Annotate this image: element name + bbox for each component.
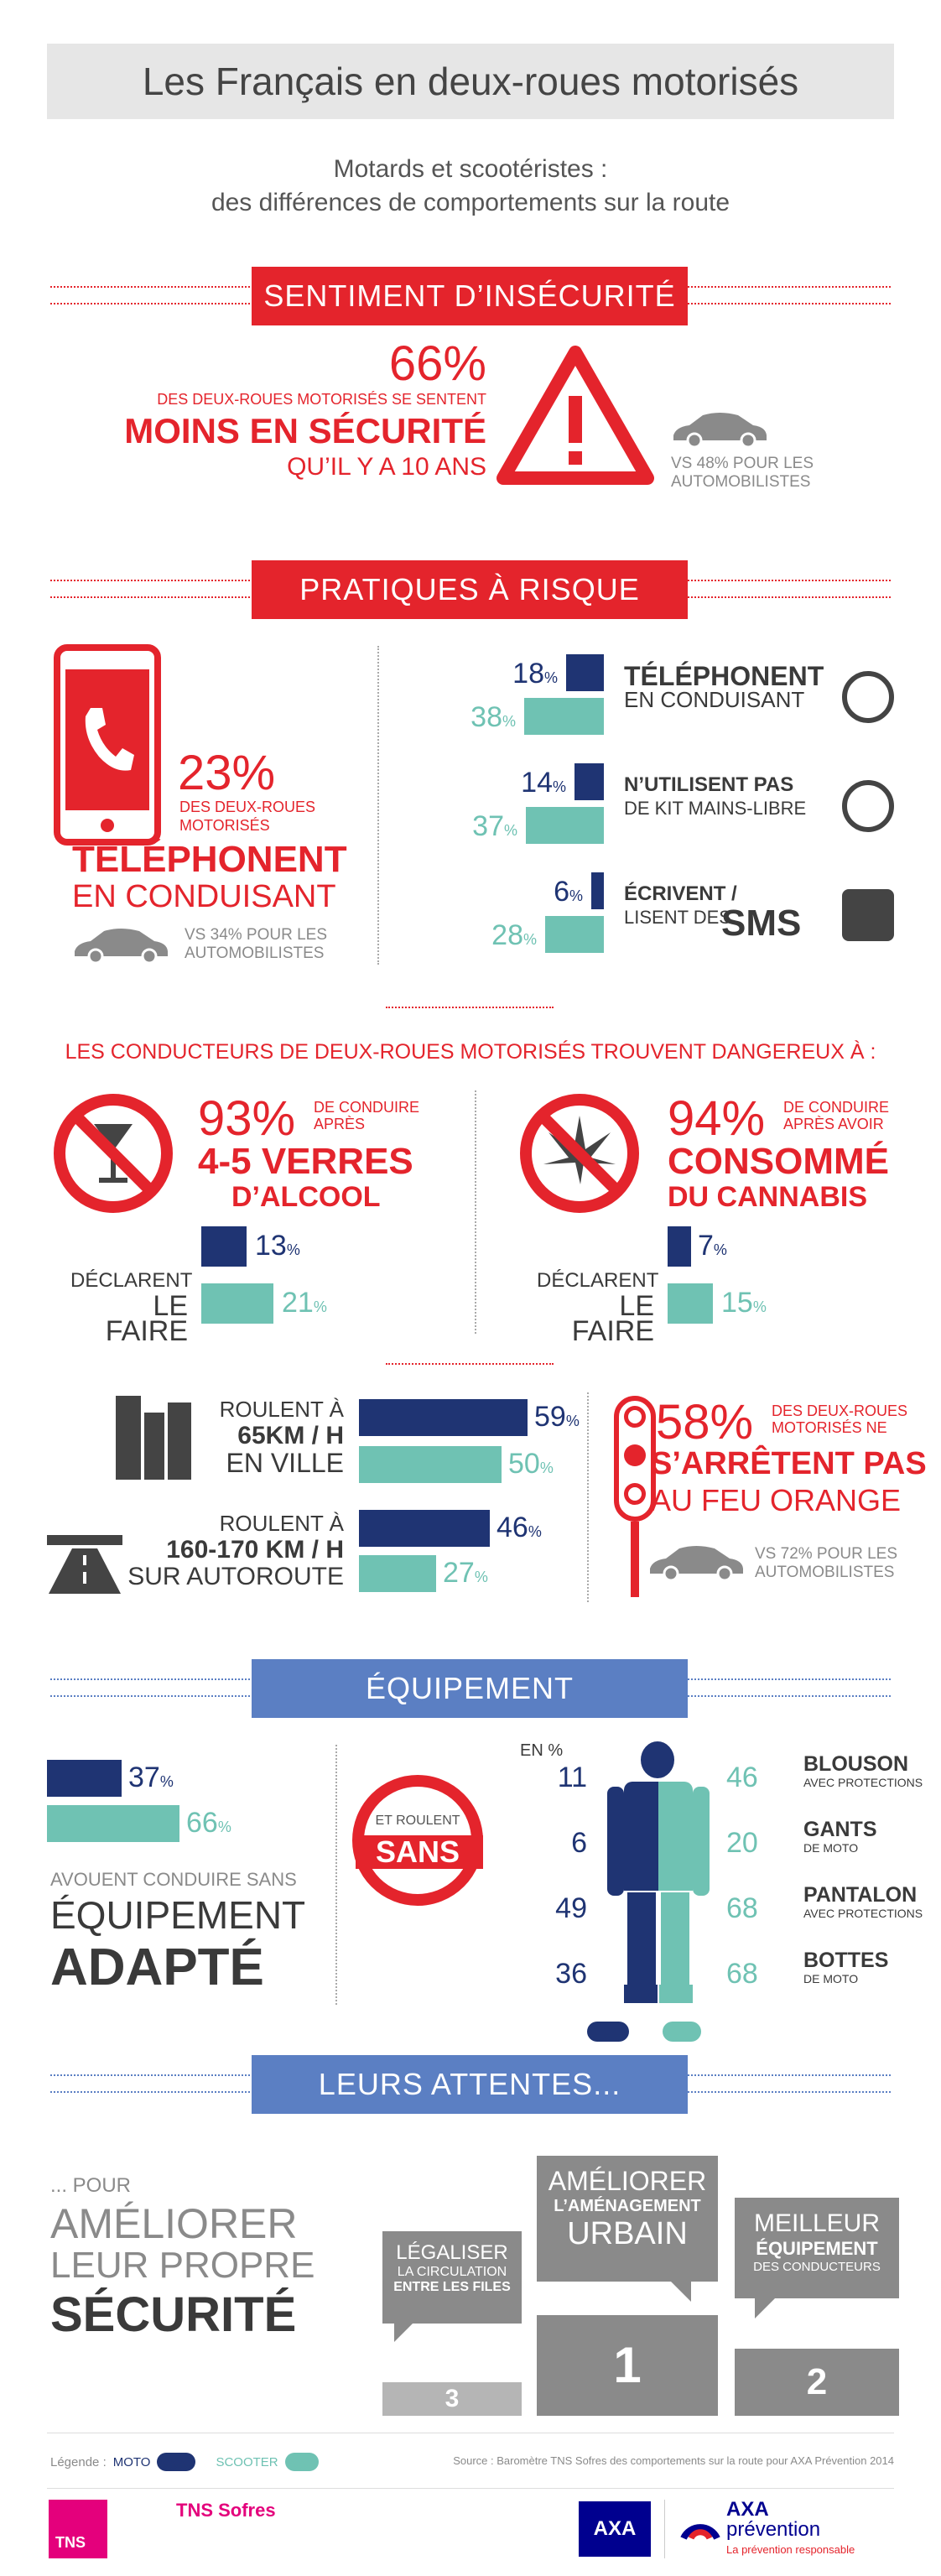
equipment-scooter-value: 68 bbox=[726, 1892, 758, 1924]
equipment-moto-value: 36 bbox=[555, 1958, 587, 1990]
cannabis-percent: 94% bbox=[668, 1091, 766, 1146]
car-comparison-line-1: VS 34% POUR LES bbox=[185, 926, 328, 944]
sign-line-1: ET ROULENT bbox=[375, 1814, 460, 1828]
car-comparison-3 bbox=[755, 1545, 897, 1582]
legend-label: Légende : bbox=[50, 2454, 107, 2469]
banner-label: PRATIQUES À RISQUE bbox=[299, 572, 640, 606]
percent-sign: % bbox=[313, 1298, 327, 1315]
car-comparison-line-2: AUTOMOBILISTES bbox=[671, 473, 811, 491]
scooter-value bbox=[411, 919, 537, 952]
value: 15 bbox=[721, 1287, 753, 1319]
cannabis-declare bbox=[537, 1268, 659, 1347]
alcohol-scooter-value bbox=[282, 1287, 327, 1319]
title-bar bbox=[47, 44, 894, 119]
page-title: Les Français en deux-roues motorisés bbox=[142, 60, 799, 103]
equipment-moto-bar bbox=[47, 1760, 122, 1797]
percent-sign: % bbox=[528, 1523, 542, 1540]
divider bbox=[664, 2500, 665, 2558]
subtitle-line-2: des différences de comportements sur la route bbox=[211, 189, 730, 216]
callout-amenagement bbox=[537, 2156, 718, 2282]
banner-insecurite bbox=[0, 267, 941, 325]
moto-icon bbox=[587, 2022, 629, 2042]
city-line-2: 65KM / H bbox=[237, 1422, 344, 1449]
moto-bar bbox=[591, 872, 604, 909]
value: 59 bbox=[534, 1401, 566, 1433]
divider bbox=[377, 646, 379, 965]
divider bbox=[587, 1392, 589, 1602]
stat-label bbox=[624, 882, 737, 929]
callout-line-2: ÉQUIPEMENT bbox=[756, 2238, 878, 2259]
axa-logo bbox=[579, 2501, 651, 2557]
subtitle-line-1: Motards et scootéristes : bbox=[333, 155, 608, 183]
scooter-icon bbox=[668, 1283, 713, 1324]
highway-moto-bar bbox=[359, 1510, 490, 1547]
banner-box bbox=[252, 267, 688, 325]
percent-sign: % bbox=[569, 887, 583, 904]
banner-label: ÉQUIPEMENT bbox=[365, 1671, 574, 1705]
warning-icon bbox=[496, 346, 654, 485]
stat-label-line-1: ÉCRIVENT / bbox=[624, 882, 737, 905]
callout-tail bbox=[394, 2324, 413, 2342]
axa-logo-text: AXA bbox=[593, 2517, 637, 2540]
stat-label bbox=[624, 661, 824, 712]
alcohol-percent: 93% bbox=[198, 1091, 296, 1146]
stat-label bbox=[624, 773, 806, 820]
percent-sign: % bbox=[543, 669, 558, 686]
highway-line-3: SUR AUTOROUTE bbox=[127, 1563, 344, 1590]
phone-line-1: DES DEUX-ROUES bbox=[179, 799, 316, 815]
equipment-scooter-value: 46 bbox=[726, 1762, 758, 1793]
highway-scooter-value bbox=[443, 1557, 488, 1590]
banner-label: SENTIMENT D’INSÉCURITÉ bbox=[263, 278, 676, 313]
footer-rule bbox=[47, 2488, 894, 2489]
scooter-icon bbox=[201, 1283, 273, 1324]
tns-sofres: TNS Sofres bbox=[176, 2500, 276, 2521]
percent-sign: % bbox=[217, 1819, 231, 1835]
equipment-scooter-bar bbox=[47, 1805, 179, 1842]
rank-1: 1 bbox=[537, 2315, 718, 2416]
city-line-3: EN VILLE bbox=[226, 1448, 344, 1478]
alcohol-small-1: DE CONDUIRE bbox=[314, 1099, 420, 1116]
no-alcohol-icon bbox=[50, 1090, 176, 1216]
rider-figure bbox=[604, 1741, 713, 2018]
equipment-detail: DE MOTO bbox=[803, 1972, 859, 1985]
value: 21 bbox=[282, 1287, 314, 1319]
city-moto-value bbox=[534, 1401, 580, 1434]
alcohol-declare bbox=[70, 1268, 193, 1347]
scooter-value bbox=[411, 810, 517, 843]
callout-line-1: AMÉLIORER bbox=[548, 2166, 707, 2196]
equipment-name: BOTTES bbox=[803, 1949, 889, 1972]
city-scooter-bar bbox=[359, 1446, 502, 1483]
orange-light-small-2: MOTORISÉS NE bbox=[772, 1419, 887, 1436]
car-icon bbox=[70, 923, 171, 965]
percent-sign: % bbox=[552, 778, 566, 795]
moto-icon bbox=[157, 2453, 195, 2471]
declare-line-2: LE FAIRE bbox=[105, 1290, 188, 1347]
equipment-moto-value bbox=[128, 1762, 174, 1794]
equipment-item-label bbox=[803, 1951, 888, 1988]
highway-line-1: ROULENT À bbox=[219, 1511, 344, 1536]
city-moto-bar bbox=[359, 1399, 528, 1436]
equipment-scooter-value: 20 bbox=[726, 1827, 758, 1859]
banner-box bbox=[252, 2055, 688, 2114]
percent-sign: % bbox=[503, 822, 517, 839]
declare-line-1: DÉCLARENT bbox=[70, 1269, 193, 1292]
phone-line-4: EN CONDUISANT bbox=[72, 879, 336, 914]
callout-tail bbox=[671, 2282, 691, 2302]
equipment-moto-value: 6 bbox=[571, 1827, 587, 1859]
banner-pratiques bbox=[0, 560, 941, 619]
phone-handset-icon bbox=[842, 671, 894, 723]
banner-box bbox=[252, 1659, 688, 1718]
insecurity-line-2: MOINS EN SÉCURITÉ bbox=[124, 411, 486, 450]
divider bbox=[335, 1745, 337, 2005]
banner-attentes bbox=[0, 2055, 941, 2114]
highway-moto-value bbox=[496, 1512, 542, 1544]
car-comparison-line-2: AUTOMOBILISTES bbox=[755, 1564, 895, 1581]
sms-label: SMS bbox=[721, 903, 802, 944]
unit-label: EN % bbox=[520, 1741, 564, 1760]
alcohol-big-1: 4-5 VERRES bbox=[198, 1141, 413, 1182]
orange-light-small-1: DES DEUX-ROUES bbox=[772, 1402, 908, 1419]
callout-equipement bbox=[735, 2198, 899, 2298]
city-scooter-value bbox=[508, 1448, 554, 1481]
banner-equipement bbox=[0, 1659, 941, 1718]
declare-line-1: DÉCLARENT bbox=[537, 1269, 659, 1292]
car-comparison-1 bbox=[671, 455, 814, 492]
callout-tail bbox=[755, 2298, 775, 2318]
phone-line-2: MOTORISÉS bbox=[179, 817, 270, 834]
insecurity-percent: 66% bbox=[388, 336, 486, 391]
moto-icon bbox=[668, 1226, 691, 1267]
equipment-name: BLOUSON bbox=[803, 1752, 908, 1776]
insecurity-line-1: DES DEUX-ROUES MOTORISÉS SE SENTENT bbox=[157, 391, 486, 408]
no-cannabis-icon bbox=[517, 1090, 642, 1216]
percent-sign: % bbox=[752, 1298, 767, 1315]
percent-sign: % bbox=[502, 713, 516, 730]
expect-line-4: SÉCURITÉ bbox=[50, 2287, 297, 2342]
moto-bar bbox=[566, 654, 604, 691]
value: 46 bbox=[496, 1512, 528, 1543]
equipment-moto-value: 11 bbox=[557, 1762, 587, 1793]
banner-box bbox=[252, 560, 688, 619]
car-comparison-2 bbox=[185, 926, 327, 963]
equipment-detail: DE MOTO bbox=[803, 1841, 859, 1855]
source: Source : Baromètre TNS Sofres des comportements sur la route pour AXA Prévention 2014 bbox=[453, 2454, 894, 2467]
value: 38 bbox=[470, 701, 502, 733]
legend-scooter: SCOOTER bbox=[216, 2454, 278, 2469]
scooter-bar bbox=[545, 916, 604, 953]
banner-label: LEURS ATTENTES... bbox=[318, 2067, 621, 2101]
equipment-item-label bbox=[803, 1820, 877, 1857]
axa-prevention-line-2: prévention bbox=[726, 2518, 821, 2541]
cannabis-big-1: CONSOMMÉ bbox=[668, 1141, 889, 1182]
percent-sign: % bbox=[159, 1773, 174, 1790]
callout-legaliser bbox=[382, 2231, 522, 2324]
value: 27 bbox=[443, 1557, 475, 1589]
moto-bar bbox=[574, 763, 604, 800]
value: 13 bbox=[255, 1230, 287, 1262]
alcohol-big-2: D’ALCOOL bbox=[231, 1181, 381, 1213]
scooter-icon bbox=[285, 2453, 319, 2471]
highway-label bbox=[109, 1510, 344, 1590]
cannabis-moto-value bbox=[698, 1230, 727, 1262]
scooter-value bbox=[411, 701, 516, 734]
stat-label-line-2: DE KIT MAINS-LIBRE bbox=[624, 798, 807, 819]
moto-value bbox=[470, 876, 583, 908]
rank-3: 3 bbox=[382, 2382, 522, 2416]
cannabis-small-2: APRÈS AVOIR bbox=[783, 1116, 884, 1132]
stat-label-line-2: EN CONDUISANT bbox=[624, 687, 805, 712]
cannabis-scooter-value bbox=[721, 1287, 767, 1319]
value: 18 bbox=[512, 658, 544, 690]
percent-sign: % bbox=[286, 1241, 300, 1258]
equipment-scooter-value: 68 bbox=[726, 1958, 758, 1990]
moto-value bbox=[470, 767, 566, 799]
percent-sign: % bbox=[565, 1413, 580, 1429]
cannabis-big-2: DU CANNABIS bbox=[668, 1181, 867, 1213]
equipment-detail: AVEC PROTECTIONS bbox=[803, 1907, 923, 1920]
stat-label-line-1: N’UTILISENT PAS bbox=[624, 773, 794, 796]
percent-sign: % bbox=[474, 1569, 488, 1585]
phone-percent: 23% bbox=[178, 746, 276, 800]
moto-value bbox=[470, 658, 558, 690]
equipment-item-label bbox=[803, 1752, 923, 1792]
percent-sign: % bbox=[522, 931, 537, 948]
no-equipment-sign bbox=[352, 1775, 483, 1906]
scooter-icon bbox=[663, 2022, 701, 2042]
orange-light-big-2: AU FEU ORANGE bbox=[651, 1483, 902, 1517]
declare-line-2: LE FAIRE bbox=[571, 1290, 654, 1347]
chat-bubble-icon bbox=[842, 889, 894, 941]
equipment-moto-value: 49 bbox=[555, 1892, 587, 1924]
axa-prevention-line-3: La prévention responsable bbox=[726, 2543, 855, 2556]
car-comparison-line-2: AUTOMOBILISTES bbox=[185, 945, 325, 962]
city-icon bbox=[116, 1396, 191, 1480]
alcohol-moto-value bbox=[255, 1230, 300, 1262]
sign-line-2: SANS bbox=[375, 1834, 460, 1869]
alcohol-small-2: APRÈS bbox=[314, 1116, 366, 1132]
divider bbox=[386, 1007, 554, 1008]
expect-line-1: ... POUR bbox=[50, 2174, 132, 2197]
callout-line-2: LA CIRCULATION bbox=[397, 2265, 507, 2279]
callout-line-2: L’AMÉNAGEMENT bbox=[554, 2197, 701, 2215]
axa-prevention-text bbox=[726, 2500, 855, 2560]
scooter-bar bbox=[524, 698, 604, 735]
expect-line-2: AMÉLIORER bbox=[50, 2200, 298, 2247]
percent-sign: % bbox=[713, 1241, 727, 1258]
tns-logo bbox=[49, 2500, 107, 2558]
value: 37 bbox=[128, 1762, 160, 1793]
callout-line-1: LÉGALISER bbox=[396, 2241, 508, 2264]
axa-prevention-logo-icon bbox=[679, 2505, 721, 2547]
value: 28 bbox=[491, 919, 523, 951]
scooter-bar bbox=[526, 807, 604, 844]
city-label bbox=[193, 1396, 344, 1476]
value: 14 bbox=[521, 767, 553, 799]
highway-line-2: 160-170 KM / H bbox=[166, 1536, 344, 1564]
subtitle bbox=[0, 153, 941, 220]
orange-light-big-1: S’ARRÊTENT PAS bbox=[651, 1446, 927, 1481]
callout-line-1: MEILLEUR bbox=[753, 2209, 881, 2237]
percent-sign: % bbox=[539, 1460, 554, 1476]
phone-icon bbox=[54, 644, 161, 846]
equipment-name: GANTS bbox=[803, 1818, 877, 1841]
car-comparison-line-1: VS 72% POUR LES bbox=[755, 1545, 898, 1563]
legend-moto: MOTO bbox=[112, 2454, 151, 2469]
equipment-text-1: AVOUENT CONDUIRE SANS bbox=[50, 1869, 297, 1890]
city-line-1: ROULENT À bbox=[219, 1397, 344, 1422]
axa-prevention-line-1: AXA bbox=[726, 2498, 769, 2521]
equipment-scooter-value bbox=[186, 1807, 231, 1840]
value: 7 bbox=[698, 1230, 714, 1262]
callout-line-3: URBAIN bbox=[567, 2216, 688, 2251]
callout-line-3: ENTRE LES FILES bbox=[393, 2280, 511, 2294]
phone-line-3: TÉLÉPHONENT bbox=[72, 839, 347, 880]
divider bbox=[386, 1363, 554, 1365]
highway-scooter-bar bbox=[359, 1555, 436, 1592]
value: 50 bbox=[508, 1448, 540, 1480]
equipment-detail: AVEC PROTECTIONS bbox=[803, 1776, 923, 1789]
cannabis-small-1: DE CONDUIRE bbox=[783, 1099, 890, 1116]
value: 6 bbox=[554, 876, 569, 908]
equipment-name: PANTALON bbox=[803, 1883, 918, 1907]
orange-light-percent: 58% bbox=[656, 1395, 754, 1449]
car-icon bbox=[646, 1540, 746, 1582]
stat-label-line-2: LISENT DES bbox=[624, 907, 731, 928]
car-icon bbox=[669, 407, 770, 449]
expect-line-3: LEUR PROPRE bbox=[50, 2245, 315, 2286]
car-comparison-line-1: VS 48% POUR LES bbox=[671, 455, 814, 472]
insecurity-line-3: QU’IL Y A 10 ANS bbox=[287, 453, 486, 481]
tns-logo-text: TNS bbox=[55, 2534, 86, 2551]
headset-icon bbox=[842, 780, 894, 832]
value: 66 bbox=[186, 1807, 218, 1839]
legend bbox=[50, 2453, 319, 2471]
equipment-text-2: ÉQUIPEMENT bbox=[50, 1893, 306, 1937]
value: 37 bbox=[472, 810, 504, 842]
moto-icon bbox=[201, 1226, 247, 1267]
rank-2: 2 bbox=[735, 2349, 899, 2416]
danger-heading: LES CONDUCTEURS DE DEUX-ROUES MOTORISÉS TROUVENT DANGEREUX À : bbox=[65, 1040, 876, 1064]
callout-line-3: DES CONDUCTEURS bbox=[753, 2260, 881, 2274]
equipment-item-label bbox=[803, 1883, 923, 1923]
equipment-text-3: ADAPTÉ bbox=[50, 1939, 264, 1996]
stat-label-line-1: TÉLÉPHONENT bbox=[624, 661, 824, 691]
divider bbox=[475, 1090, 476, 1334]
